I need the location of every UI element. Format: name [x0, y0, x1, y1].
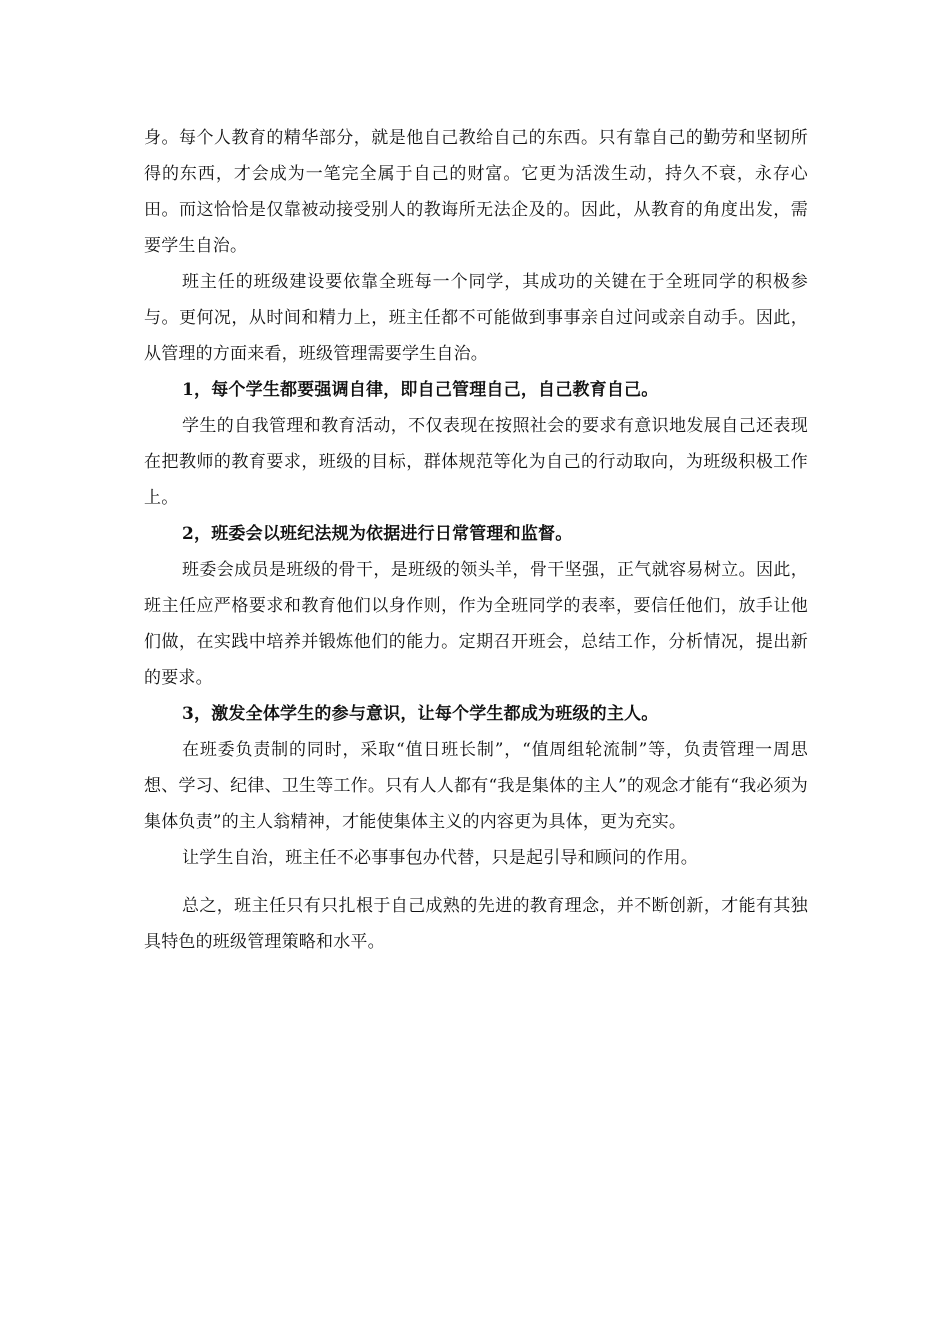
- paragraph-continuation: 身。每个人教育的精华部分，就是他自己教给自己的东西。只有靠自己的勤劳和坚韧所得的东西，才会成为一笔完全属于自己的财富。它更为活泼生动，持久不衰，永存心田。而这恰恰是仅靠被动接受别人的教诲所无法企及的。因此，从教育的角度出发，需要学生自治。: [144, 128, 808, 256]
- paragraph-class-committee: 班委会成员是班级的骨干，是班级的领头羊，骨干坚强，正气就容易树立。因此，班主任应严格要求和教育他们以身作则，作为全班同学的表率，要信任他们，放手让他们做，在实践中培养并锻炼他们的能力。定期召开班会，总结工作，分析情况，提出新的要求。: [144, 560, 808, 688]
- paragraph-self-management: 学生的自我管理和教育活动，不仅表现在按照社会的要求有意识地发展自己还表现在把教师的教育要求，班级的目标，群体规范等化为自己的行动取向，为班级积极工作上。: [144, 416, 808, 508]
- heading-point-1: 1，每个学生都要强调自律，即自己管理自己，自己教育自己。: [182, 380, 659, 400]
- heading-point-3: 3，激发全体学生的参与意识，让每个学生都成为班级的主人。: [182, 704, 659, 724]
- paragraph-conclusion: 总之，班主任只有只扎根于自己成熟的先进的教育理念，并不断创新，才能有其独具特色的班级管理策略和水平。: [144, 896, 808, 952]
- document-body: [144, 120, 808, 960]
- paragraph-class-building: 班主任的班级建设要依靠全班每一个同学，其成功的关键在于全班同学的积极参与。更何况，从时间和精力上，班主任都不可能做到事事亲自过问或亲自动手。因此，从管理的方面来看，班级管理需要学生自治。: [144, 272, 808, 364]
- heading-point-2: 2，班委会以班纪法规为依据进行日常管理和监督。: [182, 524, 573, 544]
- paragraph-student-autonomy: 让学生自治，班主任不必事事包办代替，只是起引导和顾问的作用。: [182, 848, 698, 868]
- paragraph-participation: 在班委负责制的同时，采取“值日班长制”，“值周组轮流制”等，负责管理一周思想、学习、纪律、卫生等工作。只有人人都有“我是集体的主人”的观念才能有“我必须为集体负责”的主人翁精神，才能使集体主义的内容更为具体，更为充实。: [144, 740, 808, 832]
